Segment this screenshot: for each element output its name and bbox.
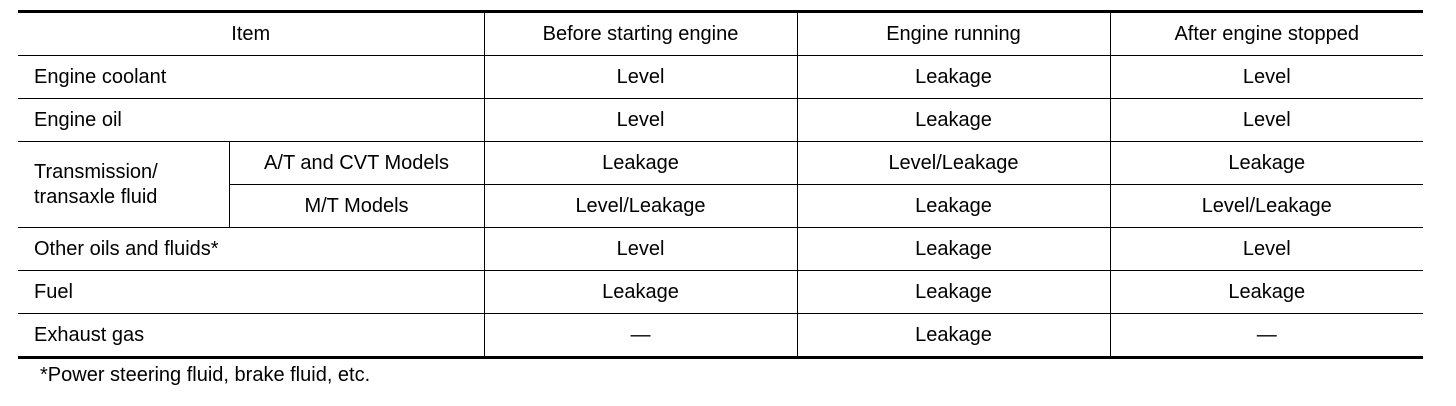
table-row-transmission-mt: [18, 185, 1423, 228]
header-row: [18, 12, 1423, 56]
cell-running: Leakage: [797, 185, 1110, 228]
transmission-label-line2: transaxle fluid: [34, 185, 158, 208]
table-row-engine-oil: [18, 99, 1423, 142]
table-row-other-oils: [18, 228, 1423, 271]
footnote: *Power steering fluid, brake fluid, etc.: [40, 364, 371, 386]
cell-running: Leakage: [797, 314, 1110, 358]
table-row-engine-coolant: [18, 56, 1423, 99]
cell-before: Level: [484, 99, 797, 142]
transmission-label-line1: Transmission/: [34, 160, 158, 183]
cell-after: Leakage: [1110, 142, 1423, 185]
cell-before: Level/Leakage: [484, 185, 797, 228]
cell-running: Leakage: [797, 271, 1110, 314]
header-after-stopped: After engine stopped: [1110, 12, 1423, 56]
cell-running: Leakage: [797, 56, 1110, 99]
cell-after: Leakage: [1110, 271, 1423, 314]
cell-before: Level: [484, 56, 797, 99]
table-row-fuel: [18, 271, 1423, 314]
cell-running: Leakage: [797, 99, 1110, 142]
header-before-starting: Before starting engine: [484, 12, 797, 56]
cell-running: Level/Leakage: [797, 142, 1110, 185]
cell-after: —: [1110, 314, 1423, 358]
cell-after: Level: [1110, 228, 1423, 271]
row-label: Engine coolant: [18, 56, 484, 99]
cell-after: Level: [1110, 99, 1423, 142]
cell-before: Level: [484, 228, 797, 271]
row-label: Fuel: [18, 271, 484, 314]
row-label: Engine oil: [18, 99, 484, 142]
row-label: Other oils and fluids*: [18, 228, 484, 271]
table-row-exhaust-gas: [18, 314, 1423, 358]
row-label: Exhaust gas: [18, 314, 484, 358]
header-item: Item: [18, 12, 484, 56]
cell-after: Level: [1110, 56, 1423, 99]
inspection-table: [18, 10, 1423, 359]
cell-before: Leakage: [484, 142, 797, 185]
cell-before: Leakage: [484, 271, 797, 314]
cell-running: Leakage: [797, 228, 1110, 271]
sub-label-at-cvt: A/T and CVT Models: [229, 142, 484, 185]
sub-label-mt: M/T Models: [229, 185, 484, 228]
row-label-transmission: [18, 142, 229, 228]
cell-before: —: [484, 314, 797, 358]
cell-after: Level/Leakage: [1110, 185, 1423, 228]
table-row-transmission-at-cvt: [18, 142, 1423, 185]
header-engine-running: Engine running: [797, 12, 1110, 56]
